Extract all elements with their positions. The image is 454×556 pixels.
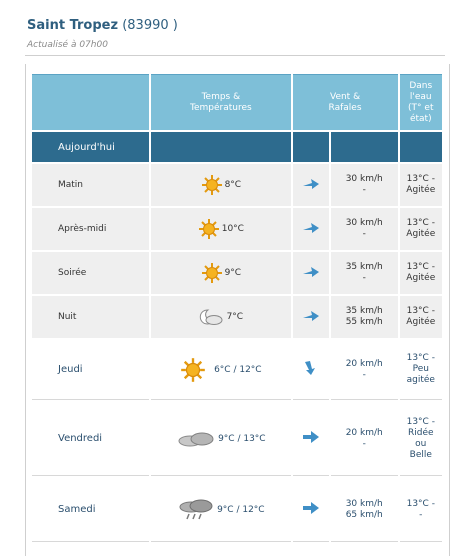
wind-direction-icon bbox=[302, 221, 320, 235]
wind-speed: 20 km/h bbox=[345, 358, 383, 369]
sea-state: Agitée bbox=[406, 229, 436, 239]
divider bbox=[25, 55, 445, 56]
location-name[interactable]: Saint Tropez bbox=[27, 18, 119, 33]
wind-speed: 35 km/h bbox=[345, 262, 383, 272]
period-label: Matin bbox=[32, 164, 149, 206]
temperature: 9°C bbox=[224, 268, 242, 278]
sea-temp: 13°C - bbox=[406, 306, 435, 316]
table-row bbox=[32, 340, 442, 400]
header-weather: Temps & Températures bbox=[151, 74, 290, 130]
sea-temp: 13°C - bbox=[406, 174, 435, 184]
day-label: Jeudi bbox=[32, 340, 149, 400]
day-label: Samedi bbox=[32, 478, 149, 542]
wind-gust: 65 km/h bbox=[345, 509, 383, 520]
location-postcode: (83990 ) bbox=[122, 18, 178, 33]
wind-gust: - bbox=[362, 273, 366, 283]
sea-temp: 13°C - bbox=[406, 262, 435, 272]
location-header bbox=[27, 18, 178, 33]
wind-direction-icon bbox=[302, 309, 320, 323]
table-row bbox=[32, 478, 442, 542]
temperature-range: 6°C / 12°C bbox=[214, 364, 262, 375]
wind-speed: 30 km/h bbox=[345, 174, 383, 184]
sea-temp: 13°C - bbox=[406, 218, 435, 228]
sea-state: Agitée bbox=[406, 185, 436, 195]
table-row bbox=[32, 252, 442, 294]
day-label: Vendredi bbox=[32, 402, 149, 476]
sea-state: Agitée bbox=[406, 317, 436, 327]
wind-gust: - bbox=[362, 185, 366, 195]
period-label: Nuit bbox=[32, 296, 149, 338]
section-today bbox=[32, 132, 442, 162]
wind-gust: - bbox=[362, 438, 366, 449]
temperature: 10°C bbox=[221, 224, 244, 234]
sea-state: Peu bbox=[412, 364, 429, 374]
sea-state: - bbox=[419, 509, 423, 520]
sun-icon bbox=[201, 262, 223, 284]
header-empty bbox=[32, 74, 149, 130]
sun-icon bbox=[201, 174, 223, 196]
sea-state: Ridée bbox=[408, 427, 434, 438]
wind-direction-icon bbox=[302, 177, 320, 191]
wind-gust: - bbox=[362, 369, 366, 380]
wind-direction-icon bbox=[302, 501, 320, 515]
table-row bbox=[32, 164, 442, 206]
header-wind: Vent & Rafales bbox=[293, 74, 398, 130]
period-label: Soirée bbox=[32, 252, 149, 294]
header-sea: Dans l'eau (T° et état) bbox=[400, 74, 442, 130]
table-header-row bbox=[32, 74, 442, 130]
section-today-label: Aujourd'hui bbox=[32, 132, 149, 162]
sea-temp: 13°C - bbox=[406, 353, 435, 363]
sea-state-cont: Belle bbox=[409, 449, 432, 460]
wind-speed: 30 km/h bbox=[345, 218, 383, 228]
wind-direction-icon bbox=[302, 430, 320, 444]
sun-icon bbox=[198, 218, 220, 240]
period-label: Après-midi bbox=[32, 208, 149, 250]
temperature-range: 9°C / 13°C bbox=[218, 433, 266, 444]
sea-temp: 13°C - bbox=[406, 416, 435, 427]
location-title bbox=[27, 18, 178, 33]
sun-icon bbox=[180, 357, 206, 383]
cloud-icon bbox=[176, 430, 216, 448]
wind-direction-icon bbox=[302, 360, 320, 376]
temperature-range: 9°C / 12°C bbox=[217, 504, 265, 515]
wind-gust: - bbox=[362, 229, 366, 239]
sea-state-cont: ou bbox=[415, 438, 427, 449]
moon-cloud-icon bbox=[199, 308, 225, 326]
sea-state: Agitée bbox=[406, 273, 436, 283]
wind-gust: 55 km/h bbox=[345, 317, 383, 327]
temperature: 7°C bbox=[226, 312, 244, 322]
table-row bbox=[32, 208, 442, 250]
sea-state-cont: agitée bbox=[406, 375, 435, 385]
forecast-table bbox=[30, 72, 444, 544]
wind-speed: 35 km/h bbox=[345, 306, 383, 316]
wind-speed: 30 km/h bbox=[345, 498, 383, 509]
sea-temp: 13°C - bbox=[406, 498, 435, 509]
wind-direction-icon bbox=[302, 265, 320, 279]
table-row bbox=[32, 296, 442, 338]
temperature: 8°C bbox=[224, 180, 242, 190]
rain-cloud-icon bbox=[177, 498, 215, 522]
wind-speed: 20 km/h bbox=[345, 427, 383, 438]
table-row bbox=[32, 402, 442, 476]
update-time: Actualisé à 07h00 bbox=[27, 40, 108, 50]
